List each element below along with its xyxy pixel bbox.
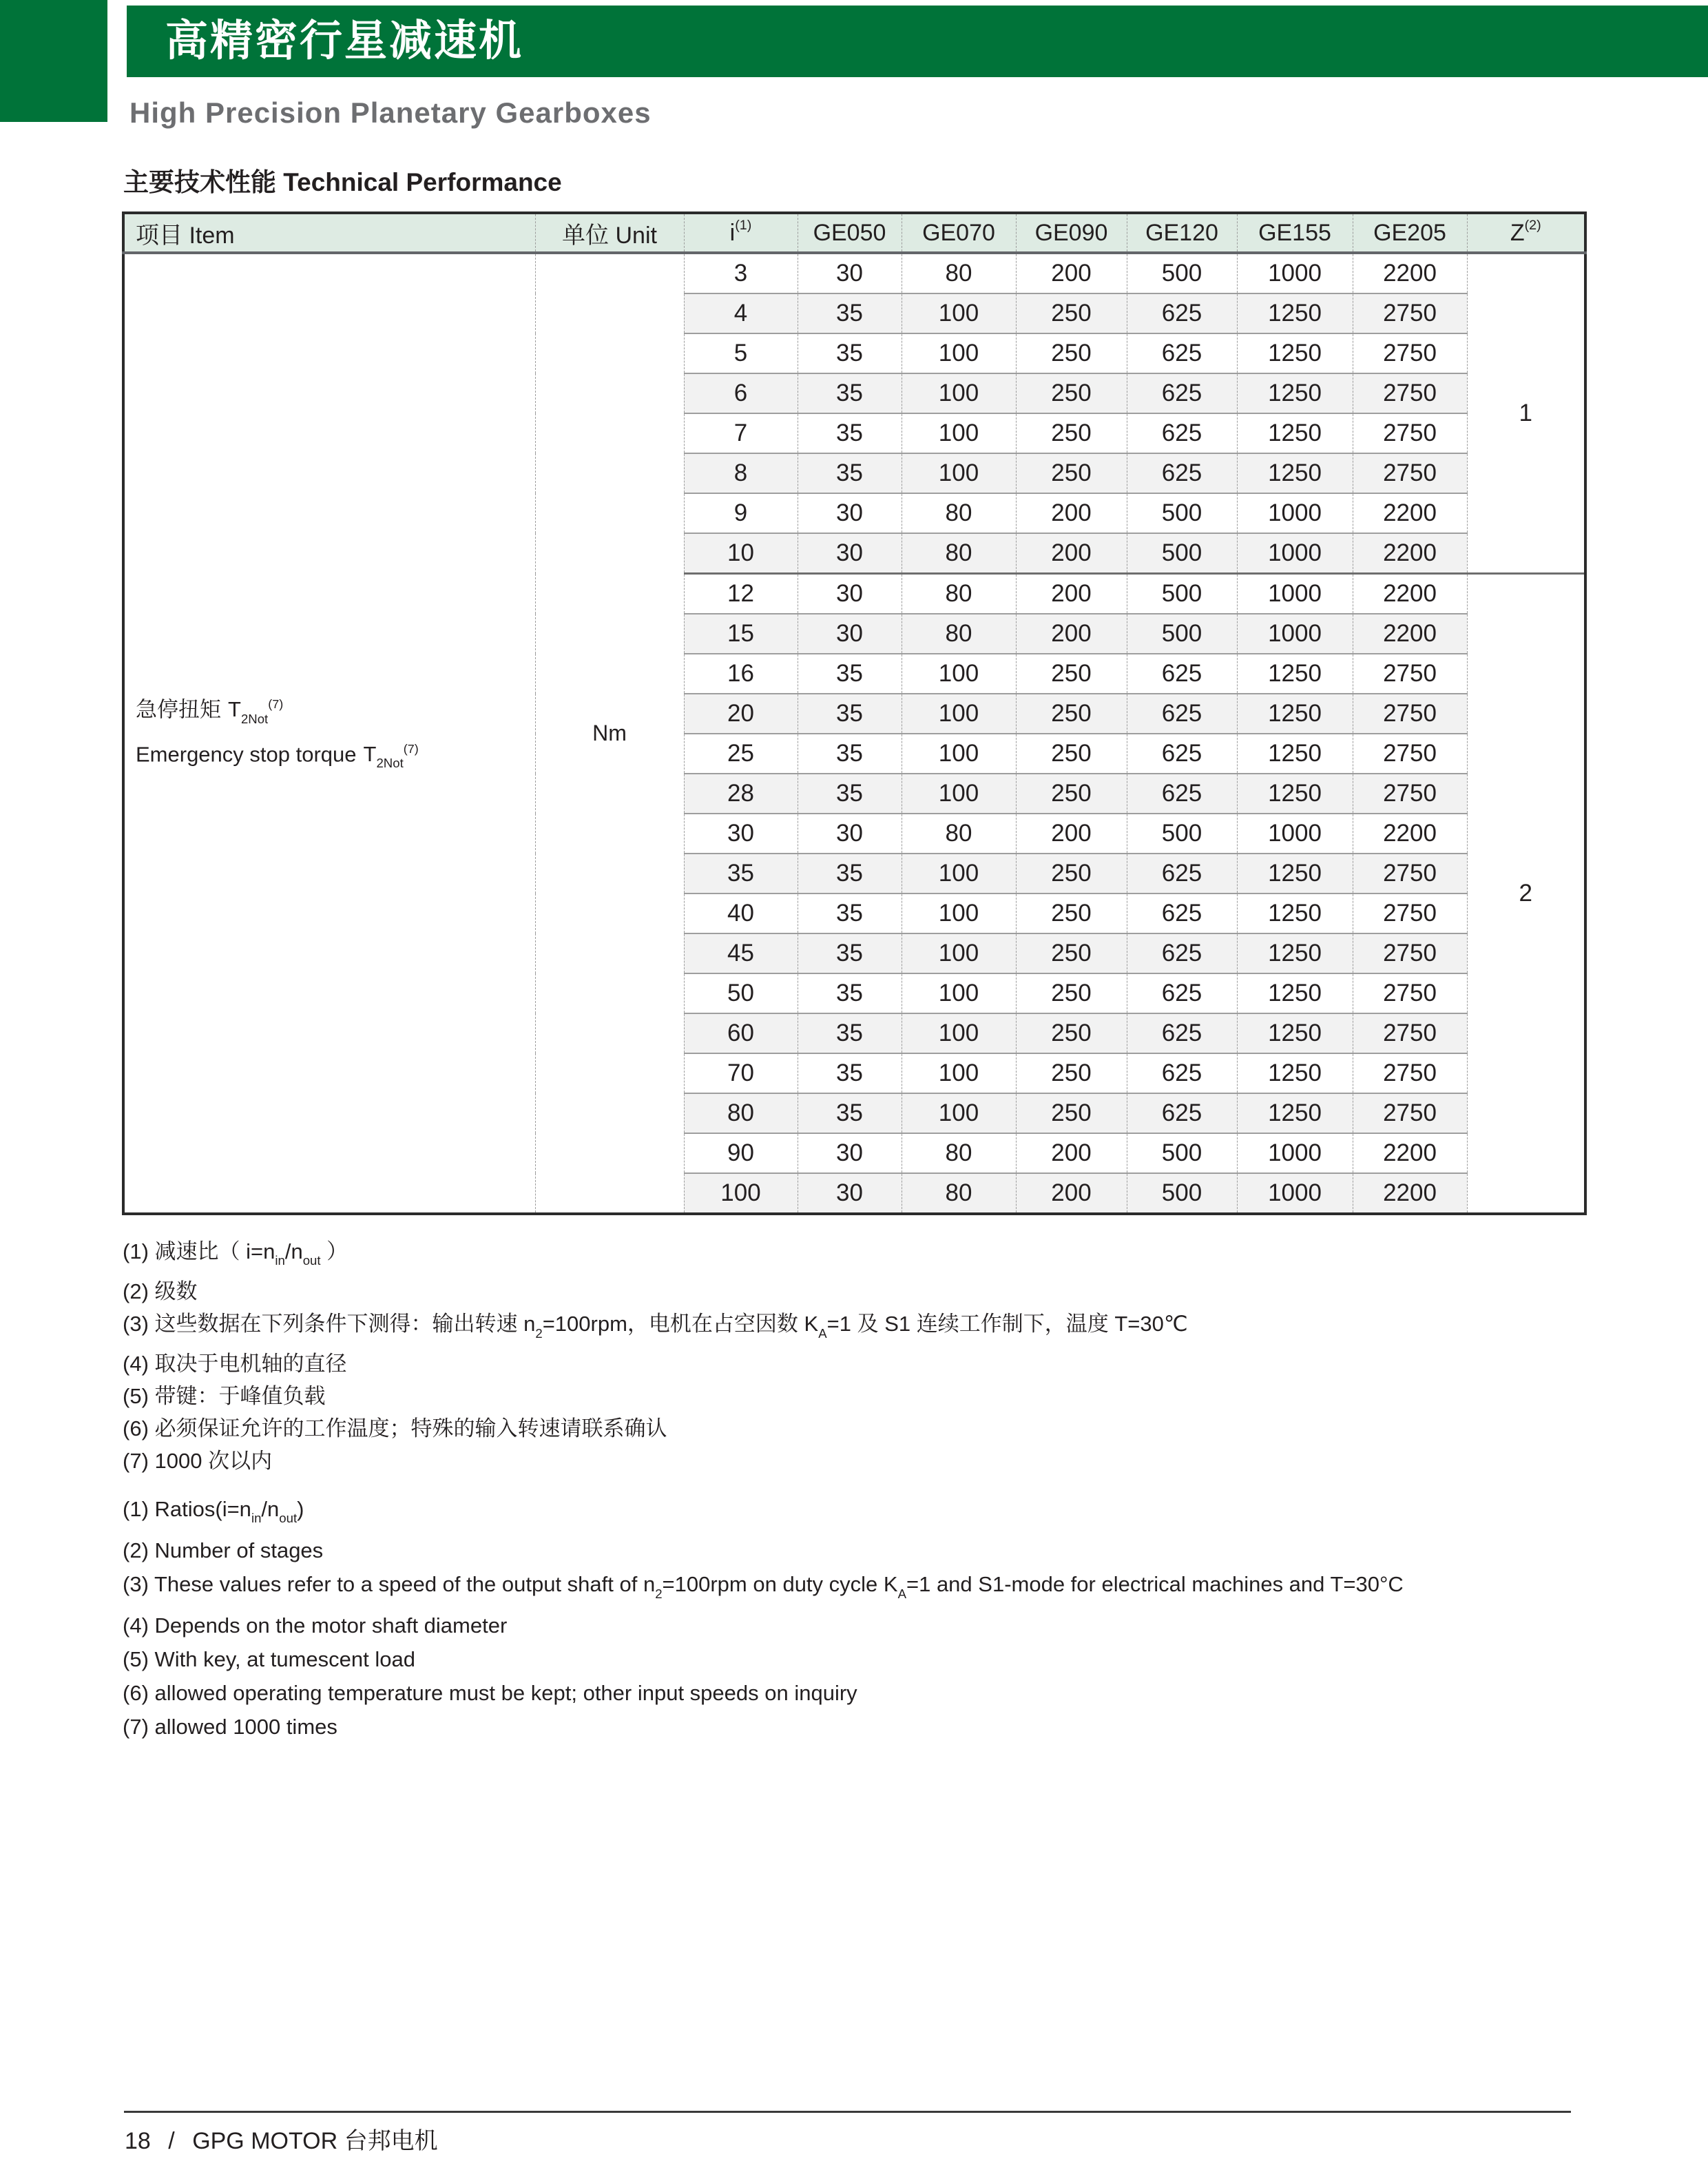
value-cell: 35 <box>798 694 902 734</box>
value-cell: 200 <box>1016 814 1127 854</box>
footer-separator: / <box>168 2128 175 2154</box>
value-cell: 625 <box>1127 893 1237 933</box>
brand-corner-strip <box>0 0 107 122</box>
value-cell: 250 <box>1016 373 1127 413</box>
ratio-cell: 40 <box>684 893 798 933</box>
value-cell: 1250 <box>1237 413 1353 453</box>
value-cell: 250 <box>1016 973 1127 1013</box>
value-cell: 250 <box>1016 293 1127 333</box>
value-cell: 35 <box>798 413 902 453</box>
value-cell: 100 <box>902 774 1016 814</box>
value-cell: 625 <box>1127 1053 1237 1093</box>
value-cell: 2750 <box>1353 453 1467 493</box>
value-cell: 2750 <box>1353 1053 1467 1093</box>
value-cell: 250 <box>1016 893 1127 933</box>
value-cell: 200 <box>1016 1173 1127 1214</box>
value-cell: 1000 <box>1237 574 1353 614</box>
footnote-line: (2) 级数 <box>123 1279 198 1304</box>
ratio-cell: 16 <box>684 654 798 694</box>
value-cell: 100 <box>902 854 1016 893</box>
footnote-line: (6) allowed operating temperature must be kept; other input speeds on inquiry <box>123 1681 857 1706</box>
value-cell: 625 <box>1127 854 1237 893</box>
value-cell: 100 <box>902 893 1016 933</box>
value-cell: 250 <box>1016 1013 1127 1053</box>
value-cell: 30 <box>798 574 902 614</box>
value-cell: 30 <box>798 814 902 854</box>
value-cell: 250 <box>1016 694 1127 734</box>
value-cell: 1250 <box>1237 734 1353 774</box>
value-cell: 500 <box>1127 814 1237 854</box>
value-cell: 625 <box>1127 734 1237 774</box>
value-cell: 625 <box>1127 413 1237 453</box>
value-cell: 80 <box>902 574 1016 614</box>
title-bar <box>127 6 1708 77</box>
value-cell: 2200 <box>1353 493 1467 533</box>
value-cell: 1000 <box>1237 614 1353 654</box>
page-number: 18 <box>125 2128 151 2154</box>
value-cell: 1250 <box>1237 1093 1353 1133</box>
ratio-cell: 9 <box>684 493 798 533</box>
value-cell: 2200 <box>1353 253 1467 293</box>
value-cell: 100 <box>902 734 1016 774</box>
value-cell: 625 <box>1127 453 1237 493</box>
value-cell: 35 <box>798 373 902 413</box>
value-cell: 250 <box>1016 734 1127 774</box>
col-header-ge070: GE070 <box>902 213 1016 253</box>
value-cell: 100 <box>902 1013 1016 1053</box>
torque-symbol: $T_{2Not}^{(7)}$ <box>363 741 419 771</box>
col-header-ge090: GE090 <box>1016 213 1127 253</box>
brand-name: GPG MOTOR 台邦电机 <box>192 2128 438 2154</box>
footnotes-english <box>123 1492 1404 1744</box>
value-cell: 30 <box>798 253 902 293</box>
value-cell: 30 <box>798 533 902 574</box>
value-cell: 200 <box>1016 533 1127 574</box>
col-header-unit: 单位 Unit <box>535 213 684 253</box>
value-cell: 500 <box>1127 1173 1237 1214</box>
value-cell: 30 <box>798 493 902 533</box>
page-title: 高精密行星减速机 <box>165 17 524 65</box>
value-cell: 30 <box>798 1173 902 1214</box>
value-cell: 500 <box>1127 1133 1237 1173</box>
value-cell: 2750 <box>1353 1013 1467 1053</box>
col-header-ge120: GE120 <box>1127 213 1237 253</box>
value-cell: 80 <box>902 493 1016 533</box>
value-cell: 200 <box>1016 574 1127 614</box>
value-cell: 1250 <box>1237 1053 1353 1093</box>
value-cell: 1000 <box>1237 253 1353 293</box>
value-cell: 2750 <box>1353 333 1467 373</box>
value-cell: 2200 <box>1353 533 1467 574</box>
ratio-cell: 12 <box>684 574 798 614</box>
value-cell: 500 <box>1127 253 1237 293</box>
value-cell: 250 <box>1016 1093 1127 1133</box>
value-cell: 625 <box>1127 1093 1237 1133</box>
col-header-ge050: GE050 <box>798 213 902 253</box>
value-cell: 1250 <box>1237 373 1353 413</box>
value-cell: 2200 <box>1353 1133 1467 1173</box>
ratio-cell: 30 <box>684 814 798 854</box>
torque-symbol: $T_{2Not}^{(7)}$ <box>228 697 284 726</box>
value-cell: 80 <box>902 1133 1016 1173</box>
value-cell: 1250 <box>1237 1013 1353 1053</box>
value-cell: 625 <box>1127 694 1237 734</box>
ratio-cell: 4 <box>684 293 798 333</box>
footnote-line: (5) With key, at tumescent load <box>123 1647 415 1672</box>
ratio-cell: 100 <box>684 1173 798 1214</box>
value-cell: 2750 <box>1353 694 1467 734</box>
table-header-row <box>123 213 1585 253</box>
value-cell: 625 <box>1127 373 1237 413</box>
ratio-cell: 45 <box>684 933 798 973</box>
ratio-cell: 35 <box>684 854 798 893</box>
col-header-ratio: $i^{(1)}$ <box>684 213 798 253</box>
page-subtitle: High Precision Planetary Gearboxes <box>129 96 652 129</box>
value-cell: 35 <box>798 893 902 933</box>
value-cell: 80 <box>902 614 1016 654</box>
value-cell: 2750 <box>1353 413 1467 453</box>
value-cell: 250 <box>1016 774 1127 814</box>
value-cell: 35 <box>798 1013 902 1053</box>
value-cell: 35 <box>798 654 902 694</box>
value-cell: 2200 <box>1353 614 1467 654</box>
footer-rule <box>124 2111 1571 2113</box>
value-cell: 625 <box>1127 654 1237 694</box>
value-cell: 30 <box>798 614 902 654</box>
value-cell: 100 <box>902 1093 1016 1133</box>
value-cell: 1250 <box>1237 293 1353 333</box>
col-header-ge155: GE155 <box>1237 213 1353 253</box>
table-row <box>123 253 1585 293</box>
value-cell: 1250 <box>1237 333 1353 373</box>
value-cell: 250 <box>1016 933 1127 973</box>
footnote-line: (3) These values refer to a speed of the output shaft of $n_2=100rpm$ on duty cycle $K_A=1$ and S1-mode for electrical machines and T=30°C <box>123 1572 1404 1601</box>
ratio-cell: 6 <box>684 373 798 413</box>
table-body <box>123 253 1585 1214</box>
value-cell: 200 <box>1016 493 1127 533</box>
ratio-cell: 20 <box>684 694 798 734</box>
value-cell: 2750 <box>1353 734 1467 774</box>
section-title: 主要技术性能 Technical Performance <box>123 168 562 196</box>
ratio-cell: 25 <box>684 734 798 774</box>
value-cell: 80 <box>902 1173 1016 1214</box>
value-cell: 80 <box>902 814 1016 854</box>
value-cell: 100 <box>902 293 1016 333</box>
value-cell: 625 <box>1127 1013 1237 1053</box>
value-cell: 1250 <box>1237 694 1353 734</box>
value-cell: 100 <box>902 694 1016 734</box>
value-cell: 100 <box>902 413 1016 453</box>
ratio-cell: 80 <box>684 1093 798 1133</box>
z-stage-cell: 2 <box>1467 574 1585 1215</box>
ratio-cell: 3 <box>684 253 798 293</box>
value-cell: 625 <box>1127 293 1237 333</box>
value-cell: 1250 <box>1237 774 1353 814</box>
footnote-line: (7) allowed 1000 times <box>123 1715 337 1739</box>
value-cell: 2750 <box>1353 654 1467 694</box>
ratio-cell: 7 <box>684 413 798 453</box>
value-cell: 35 <box>798 854 902 893</box>
ratio-cell: 15 <box>684 614 798 654</box>
value-cell: 1250 <box>1237 854 1353 893</box>
value-cell: 2200 <box>1353 814 1467 854</box>
value-cell: 1250 <box>1237 893 1353 933</box>
value-cell: 2750 <box>1353 973 1467 1013</box>
value-cell: 100 <box>902 654 1016 694</box>
value-cell: 2750 <box>1353 774 1467 814</box>
value-cell: 250 <box>1016 854 1127 893</box>
value-cell: 1250 <box>1237 973 1353 1013</box>
value-cell: 100 <box>902 973 1016 1013</box>
value-cell: 1000 <box>1237 814 1353 854</box>
footnote-line: (3) 这些数据在下列条件下测得：输出转速 $n_2=100rpm$，电机在占空因数 $K_A=1$ 及 S1 连续工作制下，温度 T=30℃ <box>123 1312 1188 1341</box>
col-header-ge205: GE205 <box>1353 213 1467 253</box>
footnotes-chinese <box>123 1235 1188 1477</box>
value-cell: 500 <box>1127 493 1237 533</box>
value-cell: 100 <box>902 933 1016 973</box>
value-cell: 30 <box>798 1133 902 1173</box>
value-cell: 250 <box>1016 333 1127 373</box>
value-cell: 2200 <box>1353 1173 1467 1214</box>
value-cell: 2750 <box>1353 854 1467 893</box>
page-footer <box>125 2122 438 2156</box>
footnote-line: (1) $Ratios(i=n_{in}/n_{out})$ <box>123 1497 304 1526</box>
value-cell: 35 <box>798 1053 902 1093</box>
ratio-cell: 90 <box>684 1133 798 1173</box>
value-cell: 1250 <box>1237 654 1353 694</box>
value-cell: 625 <box>1127 774 1237 814</box>
value-cell: 1250 <box>1237 933 1353 973</box>
ratio-cell: 5 <box>684 333 798 373</box>
value-cell: 2750 <box>1353 933 1467 973</box>
ratio-cell: 28 <box>684 774 798 814</box>
ratio-cell: 10 <box>684 533 798 574</box>
unit-cell: Nm <box>535 253 684 1214</box>
value-cell: 2750 <box>1353 373 1467 413</box>
footnote-line: (4) Depends on the motor shaft diameter <box>123 1613 508 1638</box>
ratio-cell: 50 <box>684 973 798 1013</box>
z-stage-cell: 1 <box>1467 253 1585 574</box>
value-cell: 100 <box>902 373 1016 413</box>
value-cell: 100 <box>902 1053 1016 1093</box>
ratio-cell: 8 <box>684 453 798 493</box>
ratio-cell: 60 <box>684 1013 798 1053</box>
item-label-cn: 急停扭矩 $T_{2Not}^{(7)}$ <box>136 697 284 726</box>
value-cell: 2750 <box>1353 893 1467 933</box>
col-header-stages: $Z^{(2)}$ <box>1467 213 1585 253</box>
value-cell: 35 <box>798 933 902 973</box>
footnote-line: (7) 1000 次以内 <box>123 1449 273 1474</box>
footnote-line: (5) 带键：于峰值负载 <box>123 1384 326 1409</box>
ratio-cell: 70 <box>684 1053 798 1093</box>
value-cell: 2750 <box>1353 1093 1467 1133</box>
value-cell: 80 <box>902 253 1016 293</box>
value-cell: 35 <box>798 1093 902 1133</box>
footnote-line: (6) 必须保证允许的工作温度；特殊的输入转速请联系确认 <box>123 1416 667 1441</box>
footnote-line: (4) 取决于电机轴的直径 <box>123 1352 347 1376</box>
value-cell: 80 <box>902 533 1016 574</box>
value-cell: 35 <box>798 973 902 1013</box>
value-cell: 250 <box>1016 1053 1127 1093</box>
value-cell: 1000 <box>1237 1173 1353 1214</box>
value-cell: 2750 <box>1353 293 1467 333</box>
value-cell: 1000 <box>1237 533 1353 574</box>
value-cell: 35 <box>798 333 902 373</box>
item-label-en: Emergency stop torque $T_{2Not}^{(7)}$ <box>136 741 419 771</box>
value-cell: 250 <box>1016 453 1127 493</box>
value-cell: 35 <box>798 774 902 814</box>
footnote-line: (1) 减速比（ $i=n_{in}/n_{out}$ ） <box>123 1239 348 1268</box>
value-cell: 500 <box>1127 614 1237 654</box>
value-cell: 35 <box>798 734 902 774</box>
value-cell: 200 <box>1016 253 1127 293</box>
value-cell: 250 <box>1016 413 1127 453</box>
value-cell: 1250 <box>1237 453 1353 493</box>
value-cell: 35 <box>798 293 902 333</box>
value-cell: 100 <box>902 333 1016 373</box>
value-cell: 625 <box>1127 933 1237 973</box>
value-cell: 625 <box>1127 973 1237 1013</box>
value-cell: 1000 <box>1237 1133 1353 1173</box>
value-cell: 250 <box>1016 654 1127 694</box>
value-cell: 625 <box>1127 333 1237 373</box>
value-cell: 1000 <box>1237 493 1353 533</box>
value-cell: 2200 <box>1353 574 1467 614</box>
value-cell: 100 <box>902 453 1016 493</box>
technical-performance-table <box>122 211 1584 1215</box>
footnote-line: (2) Number of stages <box>123 1538 324 1563</box>
value-cell: 500 <box>1127 574 1237 614</box>
value-cell: 35 <box>798 453 902 493</box>
col-header-item: 项目 Item <box>123 213 535 253</box>
value-cell: 200 <box>1016 1133 1127 1173</box>
item-cell <box>123 253 535 1214</box>
value-cell: 200 <box>1016 614 1127 654</box>
value-cell: 500 <box>1127 533 1237 574</box>
